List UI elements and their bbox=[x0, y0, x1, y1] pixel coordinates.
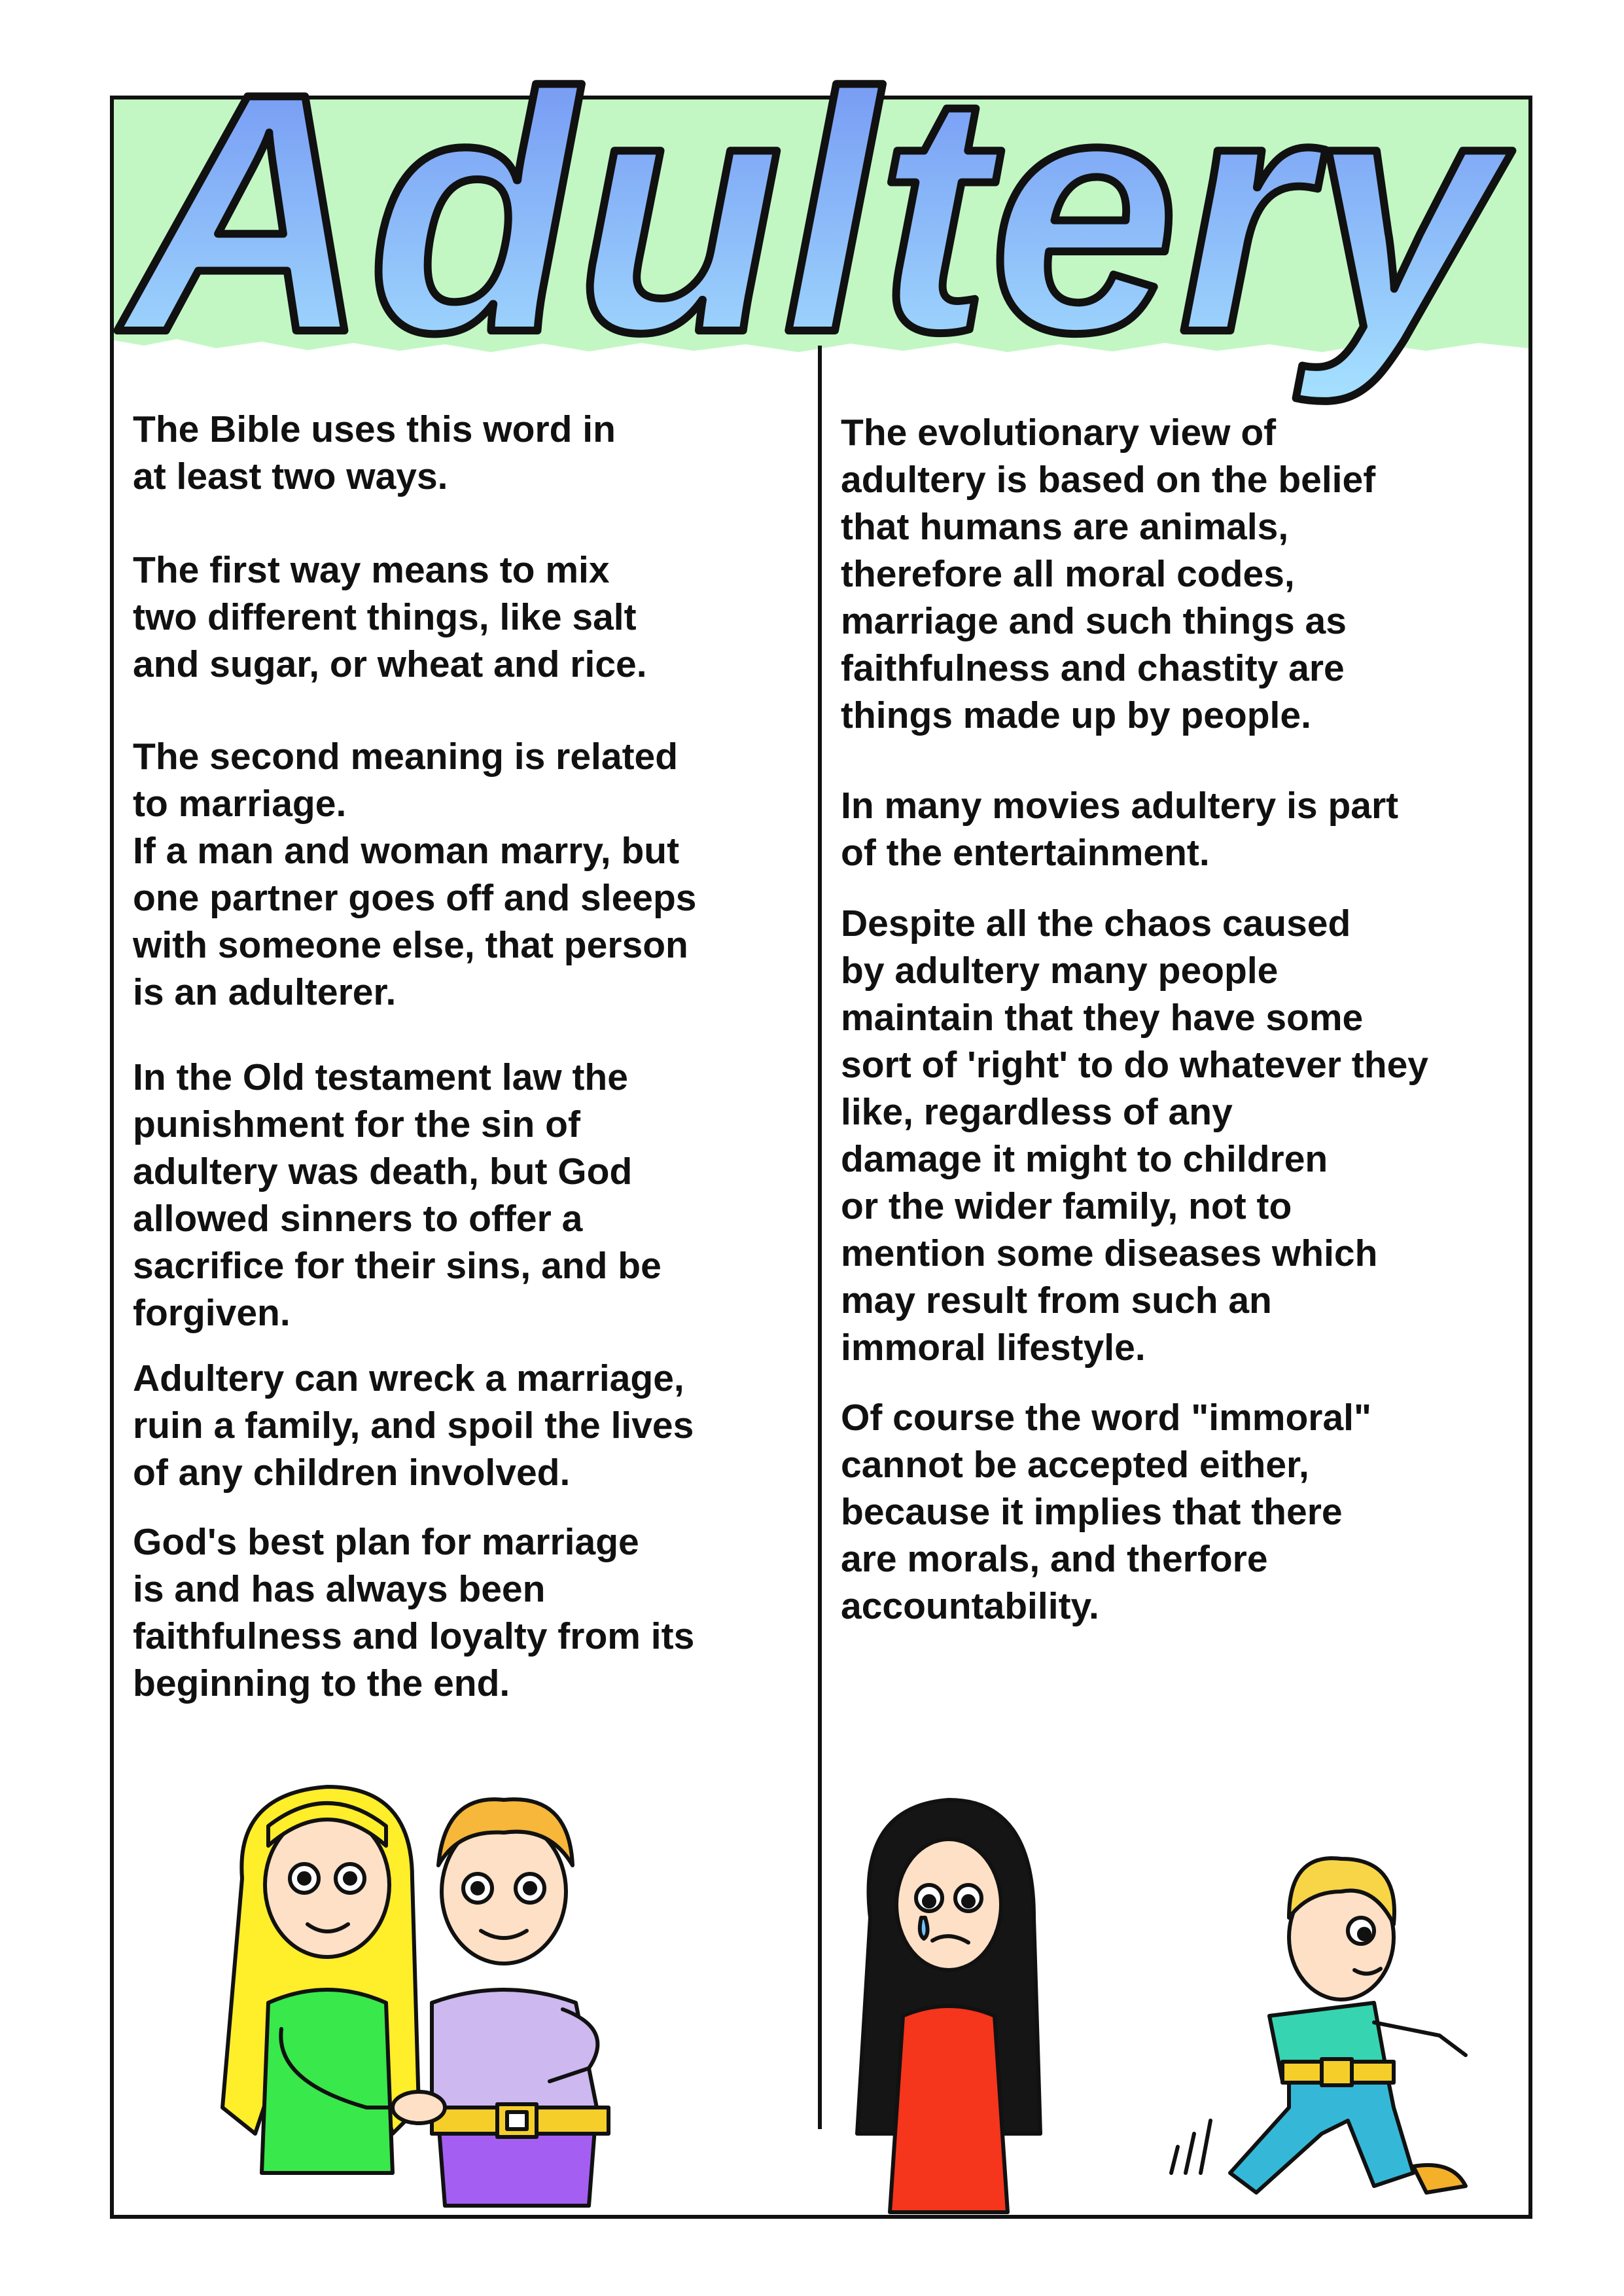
left-paragraph-2: The first way means to mix two different things, like salt and sugar, or wheat and rice. bbox=[133, 549, 647, 685]
column-divider bbox=[818, 346, 822, 2129]
left-paragraph-6: God's best plan for marriage is and has always been faithfulness and loyalty from its beginning to the end. bbox=[133, 1521, 695, 1704]
left-paragraph-1: The Bible uses this word in at least two ways. bbox=[133, 408, 616, 497]
couple-illustration bbox=[196, 1767, 667, 2212]
title-text: Adultery bbox=[124, 23, 1505, 403]
left-paragraph-5: Adultery can wreck a marriage, ruin a family, and spoil the lives of any children involved. bbox=[133, 1357, 694, 1494]
title-graphic bbox=[0, 0, 1624, 406]
left-paragraph-3: The second meaning is related to marriage. If a man and woman marry, but one partner goes off and sleeps with someone else, that person is an adulterer. bbox=[133, 736, 697, 1013]
right-paragraph-4: Of course the word "immoral" cannot be accepted either, because it implies that there are morals, and therfore accountability. bbox=[841, 1397, 1372, 1627]
right-paragraph-3: Despite all the chaos caused by adultery many people maintain that they have some sort of 'right' to do whatever they like, regardless of any damage it might to children or the wider family, not to mention some diseases which may result from such an immoral lifestyle. bbox=[841, 903, 1429, 1369]
right-paragraph-1: The evolutionary view of adultery is based on the belief that humans are animals, therefore all moral codes, marriage and such things as faithfulness and chastity are things made up by people. bbox=[841, 412, 1376, 736]
separation-illustration bbox=[838, 1767, 1505, 2212]
left-paragraph-4: In the Old testament law the punishment for the sin of adultery was death, but God allowed sinners to offer a sacrifice for their sins, and be forgiven. bbox=[133, 1056, 662, 1334]
right-paragraph-2: In many movies adultery is part of the entertainment. bbox=[841, 785, 1399, 874]
